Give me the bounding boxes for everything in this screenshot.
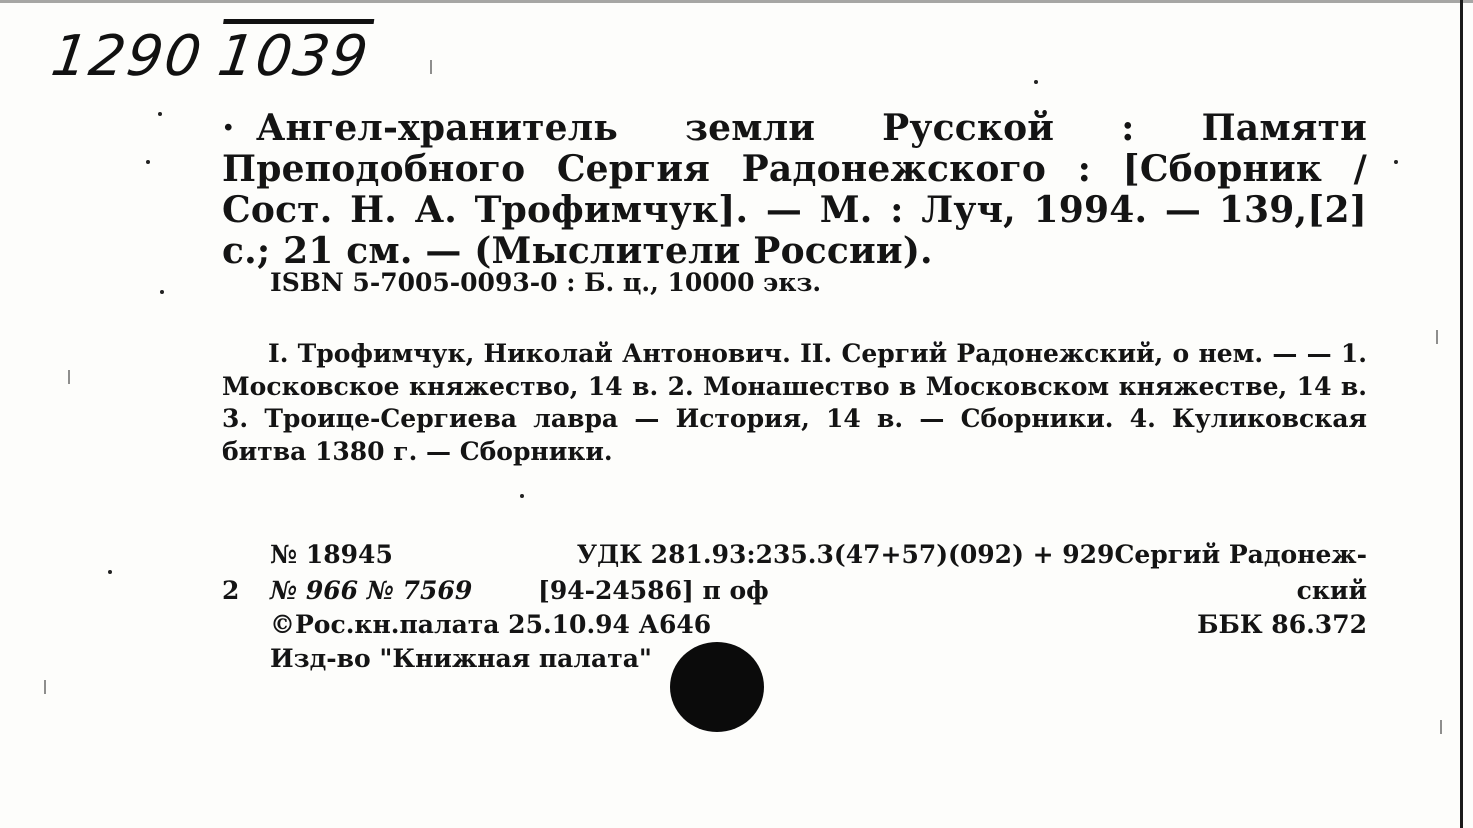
scratch-mark: [68, 370, 70, 384]
card-top-edge: [0, 0, 1473, 3]
title-bullet: ·: [222, 107, 235, 149]
speck: [160, 290, 164, 294]
scratch-mark: [1436, 330, 1438, 344]
speck: [108, 570, 112, 574]
speck: [1034, 80, 1038, 84]
title-text: Ангел-хранитель земли Русской : Памяти Преподобного Сергия Радонежского : [Сборник / Сост. Н. А. Трофимчук]. — М. : Луч, 1994. — 139,[2] с.; 21 см. — (Мыслители России).: [222, 107, 1367, 272]
scratch-mark: [1440, 720, 1442, 734]
subject-headings: [222, 338, 1367, 468]
publisher-line: Изд-во "Книжная палата": [270, 644, 652, 673]
udk-code-continuation: ский: [1296, 576, 1367, 605]
subjects-text: I. Трофимчук, Николай Антонович. II. Сергий Радонежский, о нем. — — 1. Московское княжество, 14 в. 2. Монашество в Московском княжестве, 14 в. 3. Троице-Сергиева лавра — История, 14 в. — Сборники. 4. Куликовская битва 1380 г. — Сборники.: [222, 339, 1367, 466]
speck: [158, 112, 162, 116]
order-number: [94-24586] п оф: [538, 576, 769, 605]
bbk-code: ББК 86.372: [1197, 610, 1367, 639]
speck: [520, 494, 524, 498]
speck: [1394, 160, 1398, 164]
isbn-line: ISBN 5-7005-0093-0 : Б. ц., 10000 экз.: [270, 268, 822, 297]
ink-blot: [670, 642, 764, 732]
record-number: № 18945: [270, 540, 393, 569]
speck: [146, 160, 150, 164]
margin-digit: 2: [222, 576, 240, 605]
handwritten-number-1: 1290: [47, 24, 208, 89]
card-right-edge: [1460, 0, 1463, 828]
handwritten-shelfmark: [47, 24, 373, 89]
udk-code: УДК 281.93:235.3(47+57)(092) + 929Сергий Радонеж-: [576, 540, 1367, 569]
scratch-mark: [430, 60, 432, 74]
scratch-mark: [44, 680, 46, 694]
bibliographic-title: [222, 108, 1367, 272]
book-chamber-stamp: ©Рос.кн.палата 25.10.94 А646: [270, 610, 712, 639]
card-numbers: № 966 № 7569: [270, 576, 473, 605]
handwritten-number-2: 1039: [213, 24, 374, 89]
